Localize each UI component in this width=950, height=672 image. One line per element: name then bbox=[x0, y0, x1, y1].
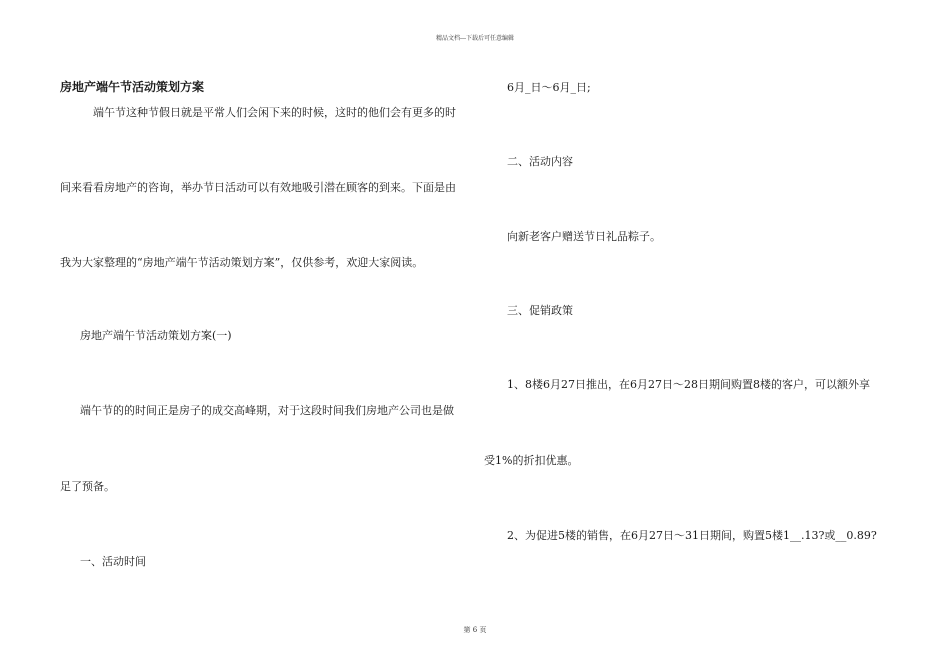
right-paragraph-line: 6月_日～6月_日; bbox=[507, 81, 591, 94]
page-header: 精品文档---下载后可任意编辑 bbox=[435, 35, 515, 42]
section-heading: 二、活动内容 bbox=[507, 155, 573, 168]
right-paragraph-line: 受1%的折扣优惠。 bbox=[484, 454, 579, 467]
right-paragraph-line: 2、为促进5楼的销售，在6月27日～31日期间，购置5楼1__.13?或__0.89? bbox=[507, 529, 877, 542]
left-paragraph-line: 端午节的的时间正是房子的成交高峰期，对于这段时间我们房地产公司也是做 bbox=[80, 404, 454, 417]
left-paragraph-line: 足了预备。 bbox=[60, 480, 115, 493]
right-paragraph-line: 向新老客户赠送节日礼品粽子。 bbox=[507, 230, 661, 243]
left-paragraph-line: 我为大家整理的“房地产端午节活动策划方案”，仅供参考，欢迎大家阅读。 bbox=[60, 256, 424, 269]
left-paragraph-line: 间来看看房地产的咨询，举办节日活动可以有效地吸引潜在顾客的到来。下面是由 bbox=[60, 181, 456, 194]
left-paragraph-line: 端午节这种节假日就是平常人们会闲下来的时候，这时的他们会有更多的时 bbox=[93, 106, 456, 119]
page-number: 第 6 页 bbox=[463, 626, 487, 634]
section-heading: 三、促销政策 bbox=[507, 304, 573, 317]
section-heading: 一、活动时间 bbox=[80, 555, 146, 568]
section-subtitle: 房地产端午节活动策划方案(一) bbox=[80, 329, 232, 342]
document-title: 房地产端午节活动策划方案 bbox=[60, 80, 205, 94]
right-paragraph-line: 1、8楼6月27日推出，在6月27日～28日期间购置8楼的客户，可以额外享 bbox=[507, 378, 870, 391]
